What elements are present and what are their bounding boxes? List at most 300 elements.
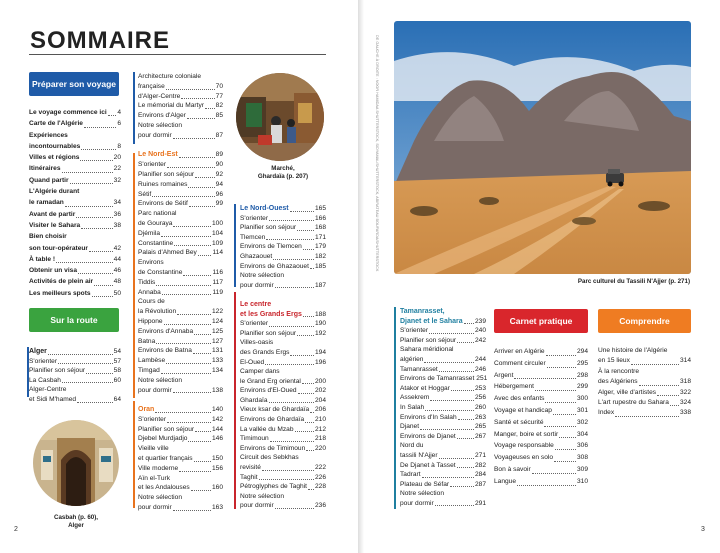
page-title: SOMMAIRE [30,27,170,54]
toc-entry-label: Environs de Tlemcen [240,243,302,251]
toc-entry-page: 171 [314,233,326,241]
toc-entry-label: revisité [240,464,261,472]
toc-entry [29,265,121,276]
toc-entry-page: 194 [314,348,326,356]
toc-entry [138,493,223,503]
toc-leader-dots [179,471,211,472]
toc-entry [138,434,223,444]
toc-entry [29,357,121,367]
toc-leader-dots [303,249,314,250]
toc-entry-label: Lambèse [138,357,166,365]
toc-entry-page: 90 [215,161,223,169]
toc-entry-page: 222 [314,464,326,472]
toc-entry-label: Oran [138,406,155,414]
toc-leader-dots [156,343,211,344]
toc-entry [138,454,223,464]
toc-entry-page: 246 [474,365,486,373]
toc-rcol1-list [400,307,486,508]
toc-entry [138,386,223,396]
toc-leader-dots [156,285,211,286]
toc-entry-label: Notre sélection [138,376,182,384]
toc-entry [138,92,223,102]
toc-leader-dots [457,467,474,468]
toc-entry-label: Environs de Djanet [400,432,456,440]
toc-entry-label: Planifier son séjour [138,425,195,433]
toc-leader-dots [290,355,314,356]
toc-entry-page: 116 [212,268,223,276]
toc-entry-label: Alger, ville d'artistes [598,388,657,396]
toc-entry [240,300,326,310]
caption-tassili: Parc culturel du Tassili N'Ajjer (p. 271) [577,278,690,285]
toc-entry [240,348,326,358]
toc-entry-label: Environs d'Alger [138,112,186,120]
toc-entry-label: Notre sélection [400,490,444,498]
toc-entry-label: Environs de Timimoun [240,444,306,452]
toc-entry-label: pour dormir [138,131,172,139]
toc-entry-page: 218 [314,435,326,443]
toc-entry-page: 304 [576,430,588,438]
toc-entry-label: À la rencontre [598,367,640,375]
rcol1-bar [394,307,396,509]
toc-entry [29,220,121,231]
toc-entry-label: des Grands Ergs [240,348,290,356]
toc-entry-label: Bon à savoir [494,465,531,473]
toc-entry [138,111,223,121]
toc-entry-label: S'orienter [138,161,167,169]
toc-leader-dots [81,228,112,229]
toc-entry-label: Planifier son séjour [29,367,86,375]
toc-entry [400,393,486,403]
box-carnet-pratique: Carnet pratique [494,309,588,333]
toc-entry-page: 124 [211,317,223,325]
toc-entry-label: Activités de plein air [29,278,94,286]
toc-entry-page: 204 [314,396,326,404]
toc-entry [138,366,223,376]
toc-entry [400,461,486,471]
toc-entry [240,204,326,214]
toc-entry-label: Voyageuses en solo [494,454,554,462]
toc-leader-dots [181,98,214,99]
toc-entry [138,307,223,317]
toc-leader-dots [435,505,474,506]
toc-entry-label: Expériences [29,131,68,139]
toc-entry-page: 308 [576,454,588,462]
toc-entry [494,358,588,370]
toc-entry-page: 291 [474,499,486,507]
toc-entry [138,317,223,327]
toc-entry-page: 188 [314,310,326,318]
toc-entry [29,186,121,197]
toc-entry-page: 182 [314,252,326,260]
col2-bar-top [133,72,135,144]
toc-entry [138,395,223,405]
toc-leader-dots [450,486,474,487]
toc-entry-label: incontournables [29,142,81,150]
toc-leader-dots [270,441,314,442]
toc-entry-label: pour dormir [400,499,434,507]
toc-entry [138,101,223,111]
toc-entry-page: 284 [474,471,486,479]
toc-leader-dots [424,362,474,363]
toc-entry-label: Notre sélection [138,121,182,129]
toc-entry-label: Assekrem [400,394,430,402]
toc-leader-dots [205,108,215,109]
toc-entry-page: 298 [576,371,588,379]
toc-entry [598,408,691,418]
toc-entry-label: Le voyage commence ici [29,109,107,116]
caption-marche: Marché, Ghardaïa (p. 207) [257,165,309,180]
toc-entry [138,415,223,425]
toc-entry-page: 125 [211,327,223,335]
toc-entry [400,413,486,423]
toc-leader-dots [269,220,314,221]
toc-entry [400,326,486,336]
toc-entry-page: 94 [215,180,223,188]
toc-entry-label: Quand partir [29,176,69,184]
toc-entry [29,197,121,208]
toc-leader-dots [422,477,474,478]
toc-entry [494,464,588,476]
toc-entry-label: Alger [29,348,47,355]
toc-entry [138,376,223,386]
toc-leader-dots [78,273,113,274]
toc-entry-page: 200 [314,377,326,385]
toc-entry-label: In Salah [400,403,425,411]
toc-entry-page: 60 [113,376,121,384]
toc-entry-label: Avec des enfants [494,395,545,403]
toc-leader-dots [194,334,211,335]
toc-entry-label: Djanet [400,423,420,431]
toc-entry [138,209,223,219]
photo-casbah-alger [33,420,119,506]
toc-entry-label: française [138,82,165,90]
toc-entry [138,444,223,454]
toc-leader-dots [517,485,576,486]
toc-leader-dots [430,400,474,401]
toc-entry [138,425,223,435]
toc-entry-label: Notre sélection [240,272,284,280]
toc-rcol2-list [494,346,588,488]
right-page [360,0,720,553]
toc-leader-dots [152,196,214,197]
toc-entry [494,476,588,488]
toc-leader-dots [262,470,314,471]
toc-entry-page: 42 [113,244,121,252]
toc-leader-dots [295,431,314,432]
toc-entry-label: Langue [494,477,517,485]
toc-entry-label: Le centre [240,300,272,308]
toc-entry [138,190,223,200]
toc-entry-page: 22 [113,165,121,173]
toc-entry-label: S'orienter [138,415,167,423]
toc-leader-dots [457,342,474,343]
toc-entry-page: 306 [576,442,588,450]
toc-leader-dots [273,259,314,260]
toc-leader-dots [162,294,212,295]
toc-leader-dots [173,392,211,393]
toc-entry [240,501,326,511]
toc-entry-page: 187 [314,281,326,289]
toc-entry [598,377,691,387]
toc-entry-label: Avant de partir [29,210,76,218]
toc-entry [400,384,486,394]
toc-leader-dots [194,461,211,462]
toc-entry-label: Ville moderne [138,464,179,472]
toc-entry-page: 122 [211,308,223,316]
toc-entry-label: Timgad [138,366,160,374]
toc-leader-dots [297,335,314,336]
toc-entry-label: Djémila [138,229,160,237]
toc-entry-label: Alger-Centre [29,386,67,394]
toc-leader-dots [544,426,576,427]
toc-entry-page: 58 [113,367,121,375]
toc-entry-label: Carte de l'Algérie [29,120,83,128]
toc-entry-label: Annaba [138,288,161,296]
toc-entry [138,72,223,82]
box-sur-la-route: Sur la route [29,308,119,332]
toc-entry-page: 64 [113,395,121,403]
toc-entry-label: Environs d'Annaba [138,327,194,335]
toc-leader-dots [303,316,314,317]
toc-entry-label: S'orienter [29,357,58,365]
toc-entry-page: 50 [113,289,121,297]
toc-entry [138,141,223,151]
toc-leader-dots [458,419,474,420]
toc-entry-label: Constantine [138,239,174,247]
toc-entry [240,214,326,224]
toc-entry [29,175,121,186]
toc-entry-page: 226 [314,473,326,481]
toc-entry [240,281,326,291]
toc-leader-dots [161,236,211,237]
toc-entry-page: 271 [474,451,486,459]
toc-entry-page: 324 [679,398,691,406]
toc-entry-page: 196 [314,358,326,366]
toc-entry [29,130,121,141]
toc-entry-label: Djebel Murdjadjo [138,435,188,443]
toc-entry-label: Circuit des Sebkhas [240,454,299,462]
toc-entry-label: Ruines romaines [138,180,188,188]
toc-entry [138,199,223,209]
toc-entry-label: Environs d'In Salah [400,413,457,421]
toc-entry [240,367,326,377]
toc-leader-dots [275,508,314,509]
toc-alger-list [29,347,121,405]
toc-leader-dots [546,355,576,356]
toc-entry-page: 338 [679,409,691,417]
toc-entry-page: 253 [474,384,486,392]
toc-entry [29,118,121,129]
toc-entry [138,503,223,513]
toc-entry [494,405,588,417]
toc-entry-label: la Révolution [138,308,177,316]
toc-leader-dots [310,268,314,269]
toc-entry-label: de Gouraya [138,219,173,227]
toc-leader-dots [166,89,215,90]
toc-leader-dots [420,429,474,430]
toc-entry-label: Tlemcen [240,233,266,241]
toc-entry [138,258,223,268]
toc-entry [29,276,121,287]
toc-entry-page: 244 [474,355,486,363]
toc-entry-page: 34 [113,199,121,207]
toc-entry-label: Hippone [138,317,163,325]
toc-entry-label: Planifier son séjour [138,170,195,178]
toc-entry [240,271,326,281]
toc-leader-dots [553,414,576,415]
toc-entry-page: 294 [576,348,588,355]
toc-entry [400,470,486,480]
toc-entry-label: Hébergement [494,383,534,391]
toc-entry-label: Plateau de Séfar [400,480,450,488]
toc-entry [400,422,486,432]
toc-entry [138,405,223,415]
toc-entry-page: 38 [113,221,121,229]
toc-leader-dots [193,353,211,354]
toc-leader-dots [290,211,314,212]
toc-entry [29,376,121,386]
toc-leader-dots [308,489,314,490]
toc-entry [29,395,121,405]
toc-entry-label: Bien choisir [29,233,67,241]
toc-entry [240,233,326,243]
toc-entry-label: Camper dans [240,368,280,376]
toc-entry-page: 265 [474,423,486,431]
toc-entry-page: 109 [211,239,223,247]
toc-entry-page: 242 [474,336,486,344]
toc-entry-label: Planifier son séjour [400,336,457,344]
toc-entry [400,336,486,346]
toc-entry [494,429,588,441]
toc-entry [240,434,326,444]
toc-entry-page: 133 [211,357,223,365]
toc-leader-dots [77,402,113,403]
toc-leader-dots [58,363,113,364]
toc-entry-label: L'art rupestre du Sahara [598,398,669,406]
toc-entry-label: La vallée du Mzab [240,425,294,433]
toc-leader-dots [532,473,576,474]
toc-entry-label: El-Oued [240,358,265,366]
toc-entry-page: 104 [211,229,223,237]
toc-entry-label: Aïn el-Turk [138,474,170,482]
box-comprendre: Comprendre [598,309,691,333]
toc-leader-dots [195,431,211,432]
toc-leader-dots [179,157,215,158]
toc-entry-page: 263 [474,413,486,421]
toc-entry [400,307,486,317]
toc-entry [400,403,486,413]
toc-entry-page: 160 [211,484,223,492]
toc-entry-label: Tamanrasset, [400,308,445,315]
toc-entry-label: Tadrart [400,471,421,479]
toc-entry-page: 119 [212,288,223,296]
toc-entry-label: Le mémorial du Martyr [138,102,204,110]
toc-entry-label: des Algériens [598,378,638,386]
toc-entry [240,482,326,492]
toc-entry-page: 260 [474,403,486,411]
toc-entry [29,107,121,118]
toc-entry-label: Voyage responsable [494,442,554,450]
toc-entry-label: Le Nord-Est [138,151,178,159]
toc-entry-label: Environs de Ghardaïa [240,416,305,424]
toc-entry-label: Planifier son séjour [240,224,297,232]
toc-leader-dots [183,275,211,276]
toc-leader-dots [161,373,211,374]
toc-entry [240,463,326,473]
toc-entry-page: 309 [576,465,588,473]
toc-entry-page: 134 [211,366,223,374]
toc-entry-label: Les meilleurs spots [29,289,91,297]
toc-entry [598,388,691,398]
toc-entry [400,489,486,499]
toc-leader-dots [173,138,215,139]
toc-leader-dots [310,412,314,413]
toc-entry [400,432,486,442]
toc-entry [29,366,121,376]
toc-entry-label: S'orienter [240,320,269,328]
toc-entry-label: Villes-oasis [240,339,274,347]
toc-entry-page: 295 [576,359,588,367]
toc-entry-page: 36 [113,210,121,218]
toc-entry [29,385,121,395]
toc-entry-page: 301 [576,406,588,414]
toc-entry-label: Tiddis [138,278,156,286]
toc-leader-dots [191,490,211,491]
toc-leader-dots [70,183,113,184]
toc-entry [240,319,326,329]
toc-entry [138,170,223,180]
toc-leader-dots [62,382,113,383]
toc-entry [240,223,326,233]
toc-entry-page: 239 [474,317,486,325]
toc-entry [138,327,223,337]
toc-entry-page: 146 [211,435,223,443]
toc-entry [138,219,223,229]
toc-entry-page: 6 [117,120,121,128]
toc-leader-dots [48,354,113,355]
toc-leader-dots [198,255,212,256]
toc-entry-page: 100 [211,219,223,227]
toc-entry-label: Environs de Batna [138,347,192,355]
toc-leader-dots [166,363,211,364]
toc-entry-label: Taghit [240,473,258,481]
toc-entry-label: Atakor et Hoggar [400,384,450,392]
toc-leader-dots [195,177,215,178]
toc-entry-label: Sétif [138,190,152,198]
toc-entry-label: S'orienter [400,327,429,335]
toc-entry-label: Palais d'Ahmed Bey [138,249,197,257]
toc-leader-dots [164,324,211,325]
toc-entry-page: 46 [113,267,121,275]
toc-leader-dots [429,333,474,334]
toc-entry-page: 287 [474,480,486,488]
toc-entry-page: 267 [474,432,486,440]
toc-entry-label: Comment circuler [494,359,546,367]
toc-entry-label: Ghardaïa [240,396,268,404]
toc-entry-page: 87 [215,131,223,139]
toc-entry-page: 220 [314,444,326,452]
toc-entry-label: son tour-opérateur [29,244,88,252]
toc-entry-label: Environs d'El-Oued [240,387,297,395]
toc-entry [240,415,326,425]
toc-entry-page: 8 [117,142,121,150]
toc-entry [29,163,121,174]
toc-entry-page: 251 [476,375,488,383]
toc-entry-page: 77 [215,92,223,100]
toc-leader-dots [187,118,215,119]
toc-entry-page: 302 [576,418,588,426]
col3-bar-nordouest [234,204,236,287]
